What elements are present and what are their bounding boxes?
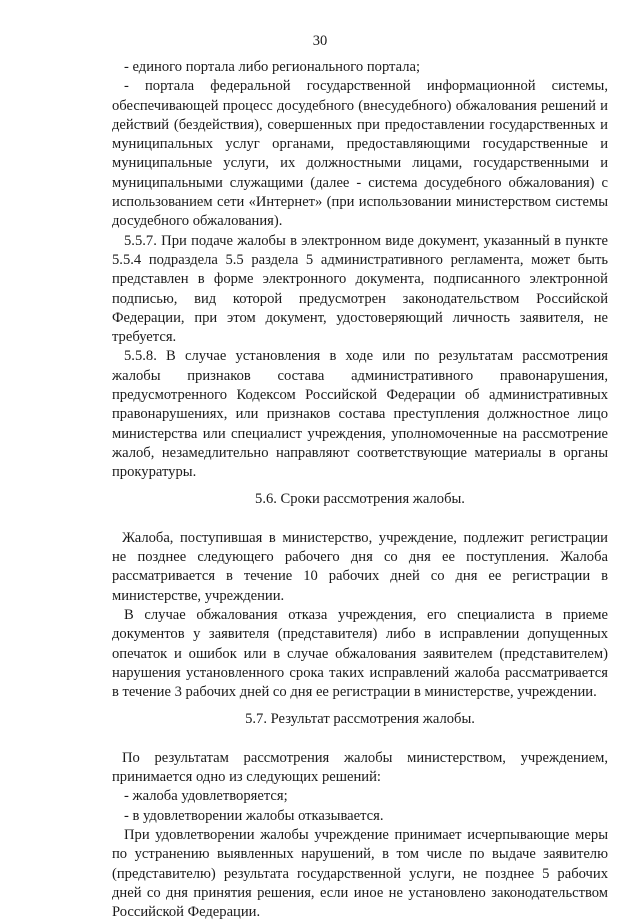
list-item: - портала федеральной государственной информационной системы, обеспечивающей процесс досудебного (внесудебного) обжалования решений и действий (бездействия), совершенных при предоставлении государственных и муниципальных услуг органами, предоставляющими государственные и муниципальные услуги, их должностными лицами, государственными и муниципальными служащими (далее - система досудебного обжалования) с использованием сети «Интернет» (при использовании министерством системы досудебного обжалования).: [112, 78, 608, 230]
section-heading: 5.6. Сроки рассмотрения жалобы.: [255, 490, 465, 507]
paragraph: При удовлетворении жалобы учреждение принимает исчерпывающие меры по устранению выявленных нарушений, в том числе по выдаче заявителю (представителю) результата государственной услуги, не позднее 5 рабочих дней со дня принятия решения, если иное не установлено законодательством Российской Федерации.: [112, 826, 608, 921]
paragraph: Жалоба, поступившая в министерство, учреждение, подлежит регистрации не позднее следующего рабочего дня со дня ее поступления. Жалоба рассматривается в течение 10 рабочих дней со дня ее регистрации в министерстве, учреждении.: [112, 529, 608, 604]
paragraph: 5.5.7. При подаче жалобы в электронном виде документ, указанный в пункте 5.5.4 подраздела 5.5 раздела 5 административного регламента, может быть представлен в форме электронного документа, подписанного электронной подписью, вид которой предусмотрен законодательством Российской Федерации, при этом документ, удостоверяющий личность заявителя, не требуется.: [112, 232, 608, 346]
paragraph: 5.5.8. В случае установления в ходе или по результатам рассмотрения жалобы признаков состава административного правонарушения, предусмотренного Кодексом Российской Федерации об административных правонарушениях, или признаков состава преступления должностное лицо министерства или специалист учреждения, уполномоченные на рассмотрение жалоб, незамедлительно направляют соответствующие материалы в органы прокуратуры.: [112, 348, 608, 481]
list-item: - жалоба удовлетворяется;: [124, 788, 288, 805]
paragraph: По результатам рассмотрения жалобы министерством, учреждением, принимается одно из следующих решений:: [112, 749, 608, 786]
list-item: - единого портала либо регионального портала;: [124, 59, 421, 75]
section-heading: 5.7. Результат рассмотрения жалобы.: [245, 710, 475, 727]
paragraph: В случае обжалования отказа учреждения, его специалиста в приеме документов у заявителя (представителя) либо в исправлении допущенных опечаток и ошибок или в случае обжалования заявителем (представителем) нарушения установленного срока таких исправлений жалоба рассматривается в течение 3 рабочих дней со дня ее регистрации в министерстве, учреждении.: [112, 607, 608, 701]
page-number: 30: [312, 33, 328, 49]
document-body: [112, 58, 608, 922]
list-item: - в удовлетворении жалобы отказывается.: [124, 807, 384, 824]
